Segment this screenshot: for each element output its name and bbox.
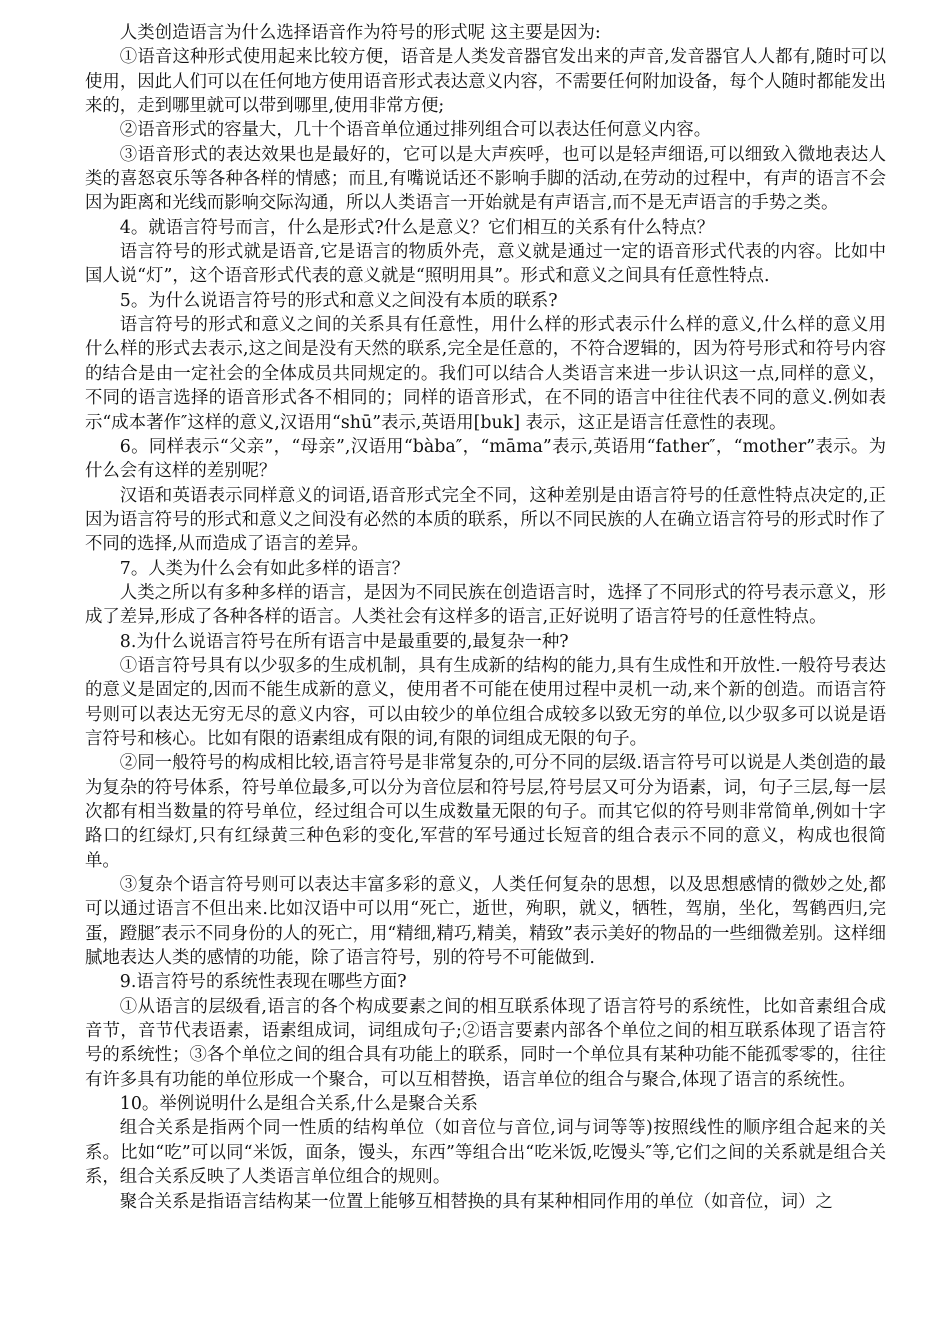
answer-9: ①从语言的层级看,语言的各个构成要素之间的相互联系体现了语言符号的系统性，比如音素组合成音节，音节代表语素，语素组成词，词组成句子;②语言要素内部各个单位之间的相互联系体现了语言符号的系统性；③各个单位之间的组合具有功能上的联系，同时一个单位具有某种功能不能孤零零的，往往有许多具有功能的单位形成一个聚合，可以互相替换，语言单位的组合与聚合,体现了语言的系统性。 [85,996,886,1090]
paragraph-point-1: ①语音这种形式使用起来比较方便，语音是人类发音器官发出来的声音,发音器官人人都有,随时可以使用，因此人们可以在任何地方使用语音形式表达意义内容，不需要任何附加设备，每个人随时都能发出来的，走到哪里就可以带到哪里,使用非常方便; [85,47,886,117]
answer-7: 人类之所以有多种多样的语言，是因为不同民族在创造语言时，选择了不同形式的符号表示意义，形成了差异,形成了各种各样的语言。人类社会有这样多的语言,正好说明了语言符号的任意性特点。 [85,582,886,628]
answer-10-combination: 组合关系是指两个同一性质的结构单位（如音位与音位,词与词等等)按照线性的顺序组合起来的关系。比如“吃”可以同“米饭，面条，馒头，东西”等组合出“吃米饭,吃馒头″等,它们之间的关系就是组合关系，组合关系反映了人类语言单位组合的规则。 [85,1118,886,1188]
question-10: 10。举例说明什么是组合关系,什么是聚合关系 [119,1094,478,1115]
answer-6: 汉语和英语表示同样意义的词语,语音形式完全不同，这种差别是由语言符号的任意性特点决定的,正因为语言符号的形式和意义之间没有必然的本质的联系，所以不同民族的人在确立语言符号的形式时作了不同的选择,从而造成了语言的差异。 [85,485,886,555]
answer-8-point-2: ②同一般符号的构成相比较,语言符号是非常复杂的,可分不同的层级.语言符号可以说是人类创造的最为复杂的符号体系，符号单位最多,可以分为音位层和符号层,符号层又可分为语素，词，句子三层,每一层次都有相当数量的符号单位，经过组合可以生成数量无限的句子。而其它似的符号则非常简单,例如十字路口的红绿灯,只有红绿黄三种色彩的变化,军营的军号通过长短音的组合表示不同的意义，构成也很简单。 [85,753,886,871]
question-4: 4。就语言符号而言，什么是形式?什么是意义？它们相互的关系有什么特点？ [119,217,715,238]
answer-8-point-1: ①语言符号具有以少驭多的生成机制，具有生成新的结构的能力,具有生成性和开放性.一般符号表达的意义是固定的,因而不能生成新的意义，使用者不可能在使用过程中灵机一动,来个新的创造。而语言符号则可以表达无穷无尽的意义内容，可以由较少的单位组合成较多以致无穷的单位,以少驭多可以说是语言符号和核心。比如有限的语素组成有限的词,有限的词组成无限的句子。 [85,655,886,749]
question-7: 7。人类为什么会有如此多样的语言？ [119,558,410,579]
answer-5: 语言符号的形式和意义之间的关系具有任意性，用什么样的形式表示什么样的意义,什么样的意义用什么样的形式去表示,这之间是没有天然的联系,完全是任意的，不符合逻辑的，因为符号形式和符号内容的结合是由一定社会的全体成员共同规定的。我们可以结合人类语言来进一步认识这一点,同样的意义，不同的语言选择的语音形式各不相同的；同样的语音形式，在不同的语言中往往代表不同的意义.例如表示“成本著作″这样的意义,汉语用“shū”表示,英语用[buk] 表示，这正是语言任意性的表现。 [85,315,886,433]
paragraph-intro: 人类创造语言为什么选择语音作为符号的形式呢 这主要是因为: [119,23,601,43]
question-6: 6。同样表示“父亲”，“母亲”,汉语用“bàba″，“māma”表示,英语用“father″，“mother”表示。为什么会有这样的差别呢？ [85,436,886,482]
question-8: 8.为什么说语言符号在所有语言中是最重要的,最复杂一种? [119,631,569,652]
paragraph-point-3: ③语音形式的表达效果也是最好的，它可以是大声疾呼，也可以是轻声细语,可以细致入微地表达人类的喜怒哀乐等各种各样的情感；而且,有嘴说话还不影响手脚的活动,在劳动的过程中，有声的语言不会因为距离和光线而影响交际沟通，所以人类语言一开始就是有声语言,而不是无声语言的手势之类。 [85,144,886,214]
answer-10-paradigm: 聚合关系是指语言结构某一位置上能够互相替换的具有某种相同作用的单位（如音位，词）之 [119,1191,833,1212]
question-9: 9.语言符号的系统性表现在哪些方面? [119,972,407,993]
answer-4: 语言符号的形式就是语音,它是语言的物质外壳，意义就是通过一定的语音形式代表的内容。比如中国人说“灯”，这个语音形式代表的意义就是“照明用具”。形式和意义之间具有任意性特点. [85,242,886,287]
question-5: 5。为什么说语言符号的形式和意义之间没有本质的联系? [119,290,558,311]
answer-8-point-3: ③复杂个语言符号则可以表达丰富多彩的意义，人类任何复杂的思想，以及思想感情的微妙之处,都可以通过语言不但出来.比如汉语中可以用“死亡，逝世，殉职，就义，牺牲，驾崩，坐化，驾鹤西归,完蛋，蹬腿″表示不同身份的人的死亡，用“精细,精巧,精美，精致”表示美好的物品的一些细微差别。这样细腻地表达人类的感情的功能，除了语言符号，别的符号不可能做到. [85,875,886,969]
paragraph-point-2: ②语音形式的容量大，几十个语音单位通过排列组合可以表达任何意义内容。 [119,120,712,141]
